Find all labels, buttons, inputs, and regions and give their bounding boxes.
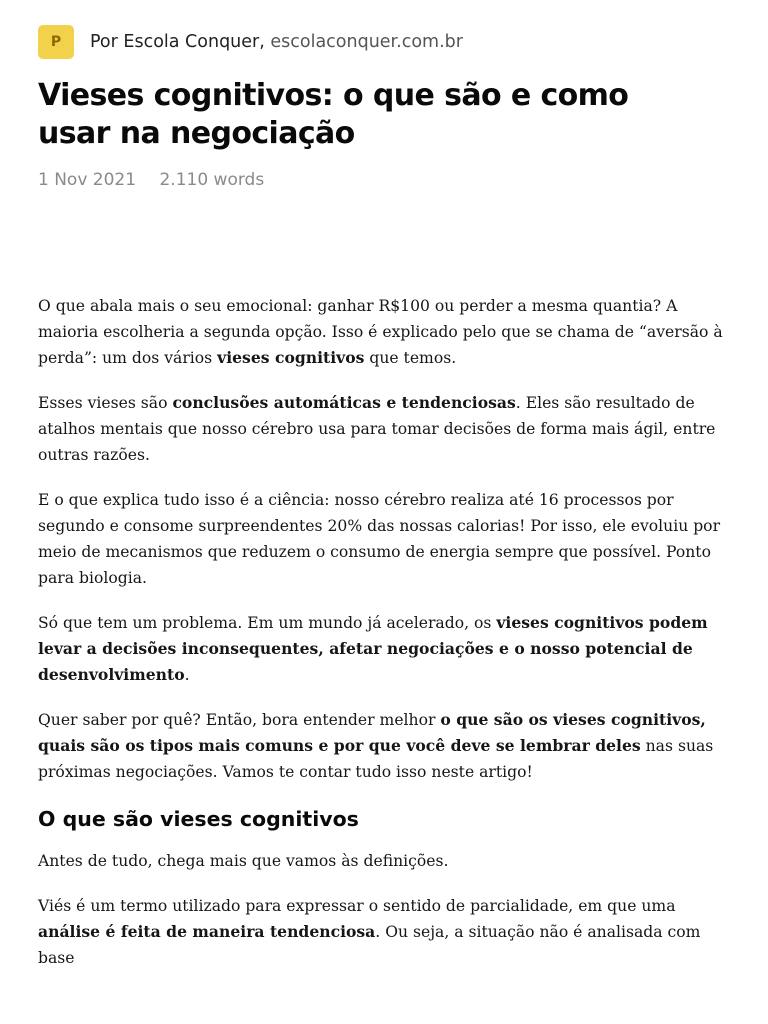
- publisher-favicon-icon: P: [38, 25, 74, 59]
- paragraph: [38, 893, 738, 971]
- paragraph-text: Esses vieses são: [38, 394, 173, 412]
- paragraph: [38, 293, 738, 371]
- paragraph-text: que temos.: [364, 349, 457, 367]
- source-attribution: [90, 32, 463, 52]
- paragraph: [38, 707, 738, 785]
- paragraph: [38, 487, 738, 591]
- publish-date: 1 Nov 2021: [38, 170, 137, 190]
- paragraph-text: nas suas próximas negociações. Vamos te contar tudo isso neste artigo!: [38, 737, 714, 781]
- paragraph-text: . Eles são resultado de atalhos mentais que nosso cérebro usa para tomar decisões de forma mais ágil, entre outras razões.: [38, 394, 716, 464]
- paragraph-text: O que abala mais o seu emocional: ganhar R$100 ou perder a mesma quantia? A maioria escolheria a segunda opção. Isso é explicado pelo que se chama de “aversão à perda”: um dos vários: [38, 297, 723, 367]
- article-meta: [38, 170, 264, 190]
- paragraph-bold-text: vieses cognitivos podem levar a decisões inconsequentes, afetar negociações e o nosso potencial de desenvolvimento: [38, 613, 708, 684]
- article-title: Vieses cognitivos: o que são e como usar na negociação: [38, 78, 629, 151]
- paragraph-bold-text: análise é feita de maneira tendenciosa: [38, 922, 376, 941]
- source-author: Por Escola Conquer,: [90, 32, 265, 52]
- article-body: [38, 293, 738, 990]
- paragraph: [38, 848, 738, 874]
- paragraph-text: Viés é um termo utilizado para expressar o sentido de parcialidade, em que uma: [38, 897, 676, 915]
- paragraph-bold-text: conclusões automáticas e tendenciosas: [172, 393, 516, 412]
- paragraph-text: Quer saber por quê? Então, bora entender melhor: [38, 711, 441, 729]
- source-bar: [38, 25, 463, 59]
- paragraph: [38, 610, 738, 688]
- paragraph-text: E o que explica tudo isso é a ciência: nosso cérebro realiza até 16 processos por segundo e consome surpreendentes 20% das nossas calorias! Por isso, ele evoluiu por meio de mecanismos que reduzem o consumo de energia sempre que possível. Ponto para biologia.: [38, 491, 721, 587]
- section-heading: O que são vieses cognitivos: [38, 807, 359, 831]
- source-domain-link[interactable]: escolaconquer.com.br: [270, 32, 463, 52]
- word-count: 2.110 words: [159, 170, 265, 190]
- paragraph-bold-text: o que são os vieses cognitivos, quais são os tipos mais comuns e por que você deve se lembrar deles: [38, 710, 706, 755]
- paragraph-text: .: [184, 666, 190, 684]
- paragraph: [38, 390, 738, 468]
- paragraph-bold-text: vieses cognitivos: [217, 348, 365, 367]
- paragraph-text: Antes de tudo, chega mais que vamos às definições.: [38, 852, 449, 870]
- paragraph-text: . Ou seja, a situação não é analisada com base: [38, 923, 701, 967]
- paragraph-text: Só que tem um problema. Em um mundo já acelerado, os: [38, 614, 497, 632]
